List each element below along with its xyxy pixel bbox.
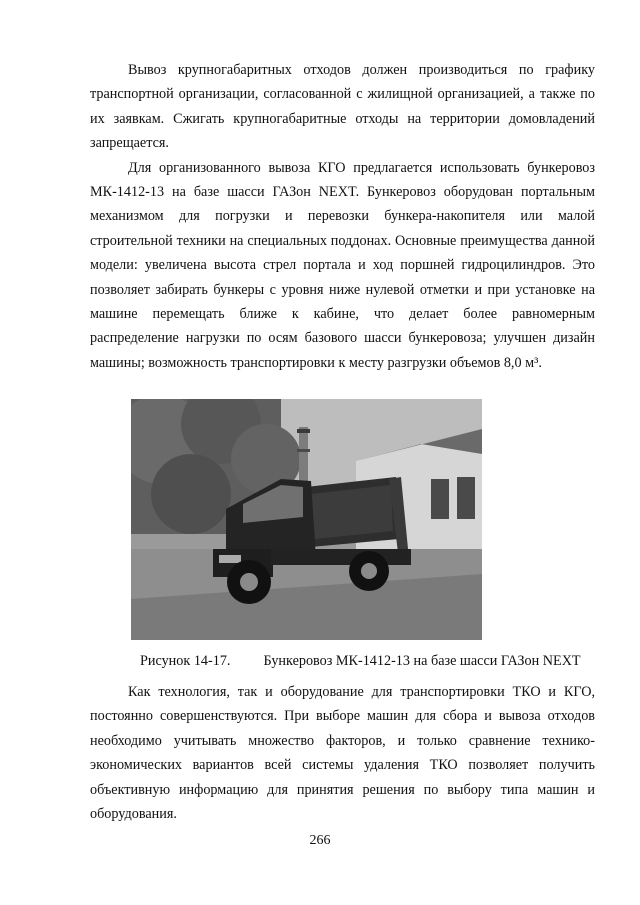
figure-number: Рисунок 14-17. — [140, 653, 231, 669]
figure-caption — [140, 652, 600, 670]
paragraph: Вывоз крупногабаритных отходов должен производиться по графику транспортной организации, согласованной с жилищной организацией, а также по их заявкам. Сжигать крупногабаритные отходы на территории домовладений запрещается. — [90, 62, 595, 152]
figure-photo-truck — [131, 399, 482, 640]
text-block-top — [90, 58, 595, 375]
figure-caption-text: Бункеровоз МК-1412-13 на базе шасси ГАЗон NEXT — [263, 653, 581, 669]
text-block-bottom — [90, 680, 595, 826]
truck-photo-illustration — [131, 399, 482, 640]
paragraph: Для организованного вывоза КГО предлагается использовать бункеровоз МК-1412-13 на базе шасси ГАЗон NEXT. Бункеровоз оборудован портальным механизмом для погрузки и перевозки бункера-накопителя или малой строительной техники на специальных поддонах. Основные преимущества данной модели: увеличена высота стрел портала и ход поршней гидроцилиндров. Это позволяет забирать бункеры с уровня ниже нулевой отметки и при установке на машине перемещать ближе к кабине, что делает более равномерным распределение нагрузки по осям базового шасси бункеровоза; улучшен дизайн машины; возможность транспортировки к месту разгрузки объемов 8,0 м³. — [90, 159, 595, 371]
paragraph: Как технология, так и оборудование для транспортировки ТКО и КГО, постоянно совершенствуются. При выборе машин для сбора и вывоза отходов необходимо учитывать множество факторов, и только сравнение технико-экономических вариантов всей системы удаления ТКО позволяет получить объективную информацию для принятия решения по выбору типа машин и оборудования. — [90, 684, 595, 823]
page-number: 266 — [309, 833, 331, 848]
